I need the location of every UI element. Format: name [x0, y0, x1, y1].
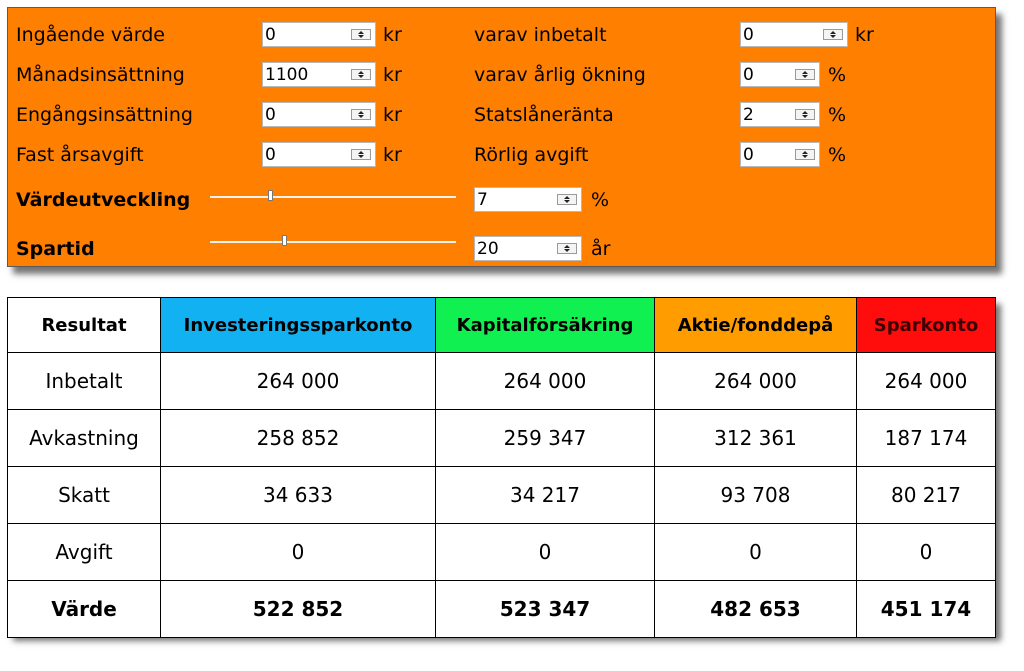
table-cell: 523 347 [436, 581, 655, 638]
spartid-field[interactable] [474, 236, 582, 261]
spinner-arrows-icon[interactable] [351, 29, 371, 40]
spinner-arrows-icon[interactable] [351, 69, 371, 80]
table-cell: 187 174 [857, 410, 996, 467]
unit-engangsinsattning: kr [383, 104, 402, 126]
manadsinsattning-field[interactable] [262, 62, 376, 87]
table-header-row [8, 298, 996, 353]
table-cell: 258 852 [161, 410, 436, 467]
varav-arlig-okning-field[interactable] [740, 62, 820, 87]
engangsinsattning-input[interactable] [265, 103, 345, 126]
header-aktie-fonddepa: Aktie/fonddepå [655, 298, 857, 353]
ingaende-varde-field[interactable] [262, 22, 376, 47]
label-manadsinsattning: Månadsinsättning [16, 64, 185, 86]
unit-ingaende-varde: kr [383, 24, 402, 46]
unit-rorlig-avgift: % [828, 144, 847, 166]
table-cell: 0 [857, 524, 996, 581]
row-label: Skatt [8, 467, 161, 524]
label-varav-inbetalt: varav inbetalt [474, 24, 607, 46]
rorlig-avgift-input[interactable] [743, 143, 791, 166]
row-label: Avgift [8, 524, 161, 581]
statslaneranta-field[interactable] [740, 102, 820, 127]
table-cell: 522 852 [161, 581, 436, 638]
spinner-arrows-icon[interactable] [351, 109, 371, 120]
unit-fast-arsavgift: kr [383, 144, 402, 166]
label-engangsinsattning: Engångsinsättning [16, 104, 193, 126]
spinner-arrows-icon[interactable] [351, 149, 371, 160]
ingaende-varde-input[interactable] [265, 23, 345, 46]
results-table [7, 297, 996, 638]
header-sparkonto: Sparkonto [857, 298, 996, 353]
unit-spartid: år [591, 238, 611, 260]
row-label: Avkastning [8, 410, 161, 467]
table-cell: 264 000 [655, 353, 857, 410]
unit-varav-arlig-okning: % [828, 64, 847, 86]
header-investeringssparkonto: Investeringssparkonto [161, 298, 436, 353]
header-kapitalforsakring: Kapitalförsäkring [436, 298, 655, 353]
table-cell: 34 633 [161, 467, 436, 524]
spinner-arrows-icon[interactable] [795, 109, 815, 120]
slider-thumb[interactable] [268, 190, 273, 201]
unit-statslaneranta: % [828, 104, 847, 126]
table-cell: 264 000 [436, 353, 655, 410]
varav-inbetalt-field[interactable] [740, 22, 848, 47]
vardeutveckling-input[interactable] [477, 188, 553, 211]
spinner-arrows-icon[interactable] [823, 29, 843, 40]
varav-arlig-okning-input[interactable] [743, 63, 791, 86]
spartid-input[interactable] [477, 237, 553, 260]
varav-inbetalt-input[interactable] [743, 23, 819, 46]
table-cell: 312 361 [655, 410, 857, 467]
label-varav-arlig-okning: varav årlig ökning [474, 64, 646, 86]
spinner-arrows-icon[interactable] [557, 194, 577, 205]
table-cell: 264 000 [857, 353, 996, 410]
header-resultat: Resultat [8, 298, 161, 353]
unit-varav-inbetalt: kr [855, 24, 874, 46]
spinner-arrows-icon[interactable] [795, 149, 815, 160]
rorlig-avgift-field[interactable] [740, 142, 820, 167]
label-rorlig-avgift: Rörlig avgift [474, 144, 589, 166]
table-row [8, 410, 996, 467]
table-row-total [8, 581, 996, 638]
engangsinsattning-field[interactable] [262, 102, 376, 127]
spinner-arrows-icon[interactable] [557, 243, 577, 254]
slider-track[interactable] [210, 196, 456, 198]
slider-thumb[interactable] [282, 235, 287, 246]
table-cell: 0 [655, 524, 857, 581]
table-cell: 259 347 [436, 410, 655, 467]
table-cell: 264 000 [161, 353, 436, 410]
table-row [8, 353, 996, 410]
table-cell: 0 [161, 524, 436, 581]
fast-arsavgift-field[interactable] [262, 142, 376, 167]
slider-track[interactable] [210, 241, 456, 243]
table-row [8, 524, 996, 581]
label-spartid: Spartid [16, 238, 95, 260]
unit-vardeutveckling: % [591, 189, 610, 211]
input-panel [7, 7, 996, 267]
statslaneranta-input[interactable] [743, 103, 791, 126]
table-cell: 34 217 [436, 467, 655, 524]
vardeutveckling-field[interactable] [474, 187, 582, 212]
vardeutveckling-slider[interactable] [210, 190, 456, 204]
table-cell: 0 [436, 524, 655, 581]
row-label: Inbetalt [8, 353, 161, 410]
table-cell: 93 708 [655, 467, 857, 524]
manadsinsattning-input[interactable] [265, 63, 345, 86]
label-vardeutveckling: Värdeutveckling [16, 189, 191, 211]
label-fast-arsavgift: Fast årsavgift [16, 144, 144, 166]
unit-manadsinsattning: kr [383, 64, 402, 86]
table-cell: 482 653 [655, 581, 857, 638]
fast-arsavgift-input[interactable] [265, 143, 345, 166]
table-row [8, 467, 996, 524]
results-table-wrapper [7, 297, 995, 634]
spartid-slider[interactable] [210, 235, 456, 249]
row-label: Värde [8, 581, 161, 638]
table-cell: 80 217 [857, 467, 996, 524]
label-statslaneranta: Statslåneränta [474, 104, 614, 126]
label-ingaende-varde: Ingående värde [16, 24, 165, 46]
table-cell: 451 174 [857, 581, 996, 638]
spinner-arrows-icon[interactable] [795, 69, 815, 80]
